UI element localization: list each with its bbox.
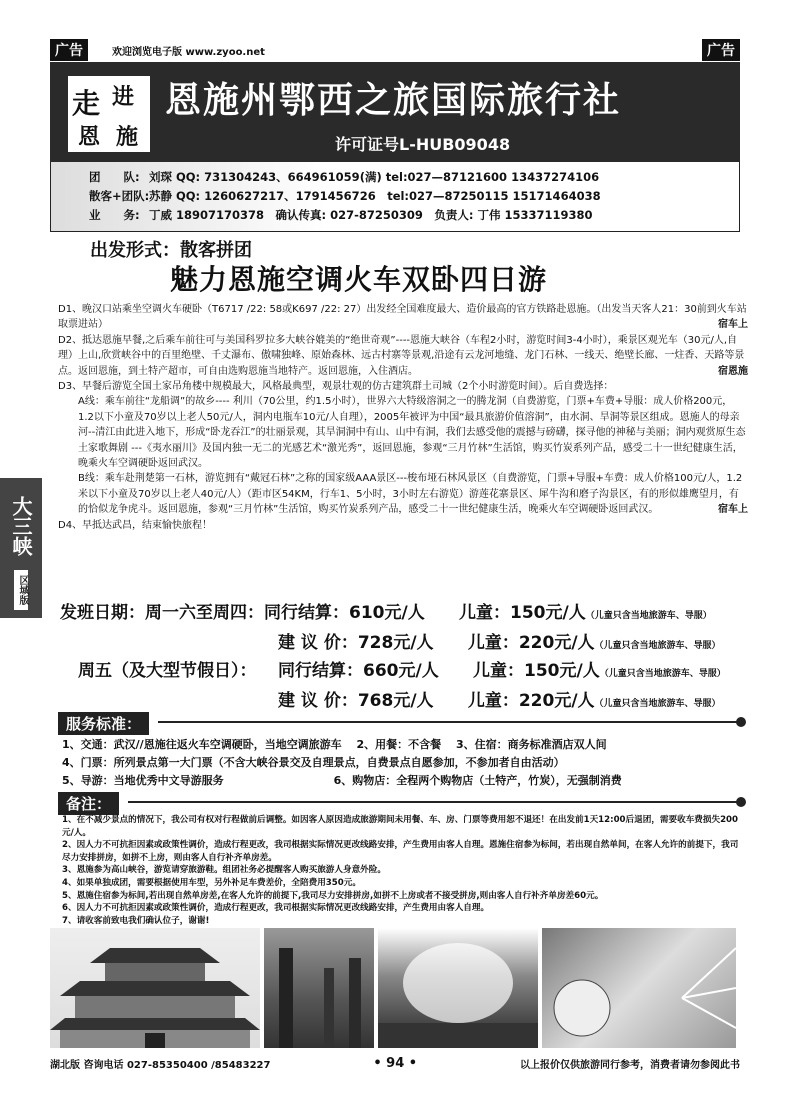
child-label: 儿童： — [459, 603, 510, 623]
service-line: 4、门票：所列景点第一大门票（不含大峡谷景交及自理景点，自费景点自愿参加，不参加者自由活动） — [62, 756, 565, 769]
day-2-text: D2、抵达恩施早餐,之后乘车前往可与美国科罗拉多大峡谷媲美的“绝世奇观”----恩施大峡谷（车程2小时，游览时间3-4小时），乘景区观光车（30元/人,自理）上山,欣赏峡谷中的百里绝壁、千丈瀑布、傲啸独峰、原始森林、远古村寨等景观,沿途有云龙河地缝、龙门石林、一线天、绝壁长廊、一炷香、天路等景点。返回恩施，到土特产超市，可自由选购恩施当地特产。返回恩施，入住酒店。 — [58, 334, 745, 377]
contact-block — [50, 162, 740, 232]
photo-strip — [50, 928, 740, 1048]
top-bar — [50, 40, 740, 60]
laser-illustration — [542, 928, 736, 1048]
service-title: 服务标准： — [58, 712, 149, 735]
child-label: 儿童： — [473, 661, 524, 681]
logo-char-1: 走 — [72, 87, 101, 120]
contact-text: 刘琛 QQ: 731304243、664961059(满) tel:027—87121600 13437274106 — [149, 170, 600, 184]
photo-mist-peaks — [264, 928, 374, 1048]
day-1-lodging: 宿车上 — [718, 319, 748, 331]
divider-dot — [736, 797, 746, 807]
price-row-2 — [278, 628, 721, 653]
child-price: 220元/人 — [518, 633, 595, 653]
child-price: 150元/人 — [524, 661, 600, 681]
service-line: 1、交通：武汉//恩施往返火车空调硬卧，当地空调旅游车 2、用餐：不含餐 3、住宿：商务标准酒店双人间 — [62, 738, 607, 751]
ad-tag-right: 广告 — [702, 39, 740, 61]
day-2 — [58, 333, 748, 379]
contact-label: 团 队: — [89, 170, 140, 184]
notes-title: 备注： — [58, 792, 119, 815]
price-row-3 — [78, 656, 726, 681]
peaks-illustration — [264, 928, 374, 1048]
price-row-4 — [278, 686, 721, 711]
day-3-lodging: 宿车上 — [718, 504, 748, 516]
adult-price: 610元/人 — [349, 603, 425, 623]
contact-row — [89, 206, 739, 225]
sidebar-title: 大三峡 — [9, 496, 33, 556]
note-item: 7、请收客前致电我们确认位子，谢谢! — [62, 915, 210, 926]
option-b-text: B线：乘车赴荆楚第一石林，游览拥有“戴冠石林”之称的国家级AAA景区---梭布垭石林风景区（自费游览，门票+导服+车费：成人价格100元/人，1.2米以下小童及70岁以上老人40元/人）（距市区54KM，行车1、5小时，3小时左右游览）游莲花寨景区、犀牛沟和磨子沟景区，有的形似雄鹰望月，有的恰似龙争虎斗。返回恩施，参观“三月竹林”生活馆，购买竹炭系列产品，感受二十一世纪健康生活，晚乘火车空调硬卧返回武汉。 — [78, 473, 743, 516]
day-3: D3、早餐后游览全国土家吊角楼中规模最大，风格最典型，观景壮观的仿古建筑群土司城（2个小时游览时间）。后自费选择： — [58, 381, 614, 393]
contact-row — [89, 168, 739, 187]
page-footer — [50, 1056, 740, 1071]
option-b — [58, 471, 748, 517]
note-item: 1、在不减少景点的情况下，我公司有权对行程做前后调整。如因客人原因造成旅游期间未用餐、车、房、门票等费用恕不退还！在出发前1天12:00后退团，需要收车费损失200元/人。 — [62, 815, 739, 838]
logo-char-3: 恩 — [78, 124, 101, 150]
photo-laser-show — [542, 928, 736, 1048]
price-row-1 — [60, 598, 712, 623]
price-label: 建 议 价： — [278, 691, 358, 711]
day-1 — [58, 302, 748, 333]
agency-header — [50, 62, 740, 162]
photo-cave — [378, 928, 538, 1048]
contact-label: 散客+团队: — [89, 189, 150, 203]
itinerary — [58, 302, 748, 533]
day-4: D4、早抵达武昌，结束愉快旅程！ — [58, 519, 213, 531]
child-note: （儿童只含当地旅游车、导服） — [599, 669, 726, 679]
tour-title: 魅力恩施空调火车双卧四日游 — [170, 263, 548, 296]
note-item: 3、恩施参为高山峡谷，游览请穿旅游鞋。组团社务必提醒客人购买旅游人身意外险。 — [62, 865, 386, 876]
ad-tag-left: 广告 — [50, 39, 88, 61]
agency-logo — [68, 76, 150, 152]
adult-price: 728元/人 — [357, 633, 434, 653]
contact-text: 丁威 18907170378 确认传真: 027-87250309 负责人: 丁伟 15337119380 — [149, 208, 593, 222]
contact-text: 苏静 QQ: 1260627217、1791456726 tel:027—87250115 15171464038 — [149, 189, 601, 203]
price-date: 发班日期：周一六至周四： — [60, 603, 264, 623]
departure-type: 出发形式：散客拼团 — [90, 240, 252, 261]
divider-line — [158, 721, 738, 723]
contact-row — [89, 187, 739, 206]
note-item: 6、因人力不可抗拒因素或政策性调价，造成行程更改，我司根据实际情况更改线路安排，产生费用由客人自理。 — [62, 903, 490, 914]
price-label: 同行结算： — [278, 661, 363, 681]
option-a: A线：乘车前往“龙船调”的故乡---- 利川（70公里，约1.5小时），世界六大特级溶洞之一的腾龙洞（自费游览，门票+车费+导服：成人价格200元，1.2以下小童及70岁以上老人50元/人，洞内电瓶车10元/人自理），2005年被评为中国“最具旅游价值溶洞”，由水洞、旱洞等景区组成。恩施人的母亲河--清江由此进入地下，形成“卧龙吞江”的壮丽景观，其旱洞洞中有山、山中有洞，我们去感受他的震撼与磅礴，探寻他的神秘与美丽；洞内观赏原生态土家歌舞剧 ---《夷水丽川》及国内独一无二的光感艺术“激光秀”，返回恩施，参观“三月竹林”生活馆，购买竹炭系列产品，感受二十一世纪健康生活，晚乘火车空调硬卧返回武汉。 — [78, 396, 746, 470]
service-list — [62, 736, 622, 790]
day-1-text: D1、晚汉口站乘坐空调火车硬卧（T6717 /22: 58或K697 /22: 27）出发经全国难度最大、造价最高的官方铁路赴恩施。（出发当天客人21：30前到火车站取票进站） — [58, 304, 747, 331]
child-note: （儿童只含当地旅游车、导服） — [585, 611, 712, 621]
region-sidebar — [0, 478, 42, 618]
service-line: 5、导游：当地优秀中文导游服务 6、购物店：全程两个购物店（土特产，竹炭），无强制消费 — [62, 774, 622, 787]
day-2-lodging: 宿恩施 — [718, 365, 748, 377]
sidebar-subtitle: 区域版 — [14, 570, 28, 610]
note-item: 5、恩施住宿参为标间,若出现自然单房差,在客人允许的前提下,我司尽力安排拼房,如拼不上房或者不接受拼房,则由客人自行补齐单房差60元。 — [62, 890, 604, 901]
pagoda-illustration — [50, 928, 260, 1048]
site-url[interactable]: 欢迎浏览电子版 www.zyoo.net — [112, 46, 265, 58]
cave-illustration — [378, 928, 538, 1048]
child-label: 儿童： — [467, 633, 519, 653]
service-section-header — [58, 712, 748, 732]
note-item: 2、因人力不可抗拒因素或政策性调价，造成行程更改，我司根据实际情况更改线路安排，产生费用由客人自理。恩施住宿参为标间，若出现自然单间，在客人允许的前提下，我司尽力安排拼房，如拼不上房，则由客人自行补齐单房差。 — [62, 840, 739, 863]
agency-name: 恩施州鄂西之旅国际旅行社 — [165, 80, 622, 121]
divider-dot — [736, 717, 746, 727]
footer-contact: 湖北版 咨询电话 027-85350400 /85483227 — [50, 1060, 271, 1071]
price-label: 同行结算： — [264, 603, 349, 623]
logo-char-2: 进 — [112, 84, 135, 110]
child-price: 150元/人 — [510, 603, 586, 623]
adult-price: 660元/人 — [363, 661, 439, 681]
child-note: （儿童只含当地旅游车、导服） — [594, 641, 721, 651]
child-label: 儿童： — [467, 691, 519, 711]
notes-section-header — [58, 792, 748, 812]
child-price: 220元/人 — [518, 691, 595, 711]
adult-price: 768元/人 — [357, 691, 434, 711]
price-date: 周五（及大型节假日）： — [78, 661, 257, 681]
footer-disclaimer: 以上报价仅供旅游同行参考，消费者请勿参阅此书 — [520, 1060, 740, 1071]
license-number: 许可证号L-HUB09048 — [335, 135, 511, 154]
logo-char-4: 施 — [116, 124, 139, 150]
photo-tusi-city — [50, 928, 260, 1048]
divider-line — [128, 801, 738, 803]
price-label: 建 议 价： — [278, 633, 358, 653]
contact-label: 业 务: — [89, 208, 140, 222]
notes-list — [62, 814, 742, 927]
note-item: 4、如果单独成团，需要根据使用车型，另外补足车费差价，全陪费用350元。 — [62, 877, 361, 888]
child-note: （儿童只含当地旅游车、导服） — [594, 699, 721, 709]
page-number: • 94 • — [373, 1056, 418, 1071]
